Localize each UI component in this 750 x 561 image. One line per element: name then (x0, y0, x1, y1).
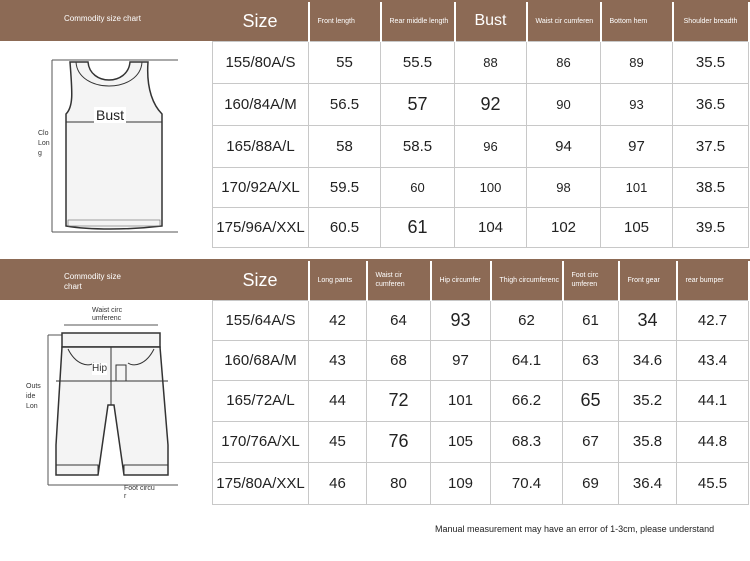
table-cell: 104 (455, 207, 527, 247)
table-cell: 64.1 (491, 340, 563, 380)
header-rear-bumper: rear bumper (677, 261, 749, 300)
table-cell: 109 (431, 462, 491, 504)
table-row (213, 300, 749, 340)
table-cell: 46 (309, 462, 367, 504)
table-cell: 98 (527, 167, 601, 207)
top-size-chart (0, 0, 750, 250)
table-cell: 94 (527, 125, 601, 167)
table-cell: 88 (455, 41, 527, 83)
table-cell: 72 (367, 380, 431, 421)
table-cell: 68.3 (491, 421, 563, 462)
bottom-size-chart (0, 259, 750, 509)
header-shoulder-breadth: Shoulder breadth (673, 2, 749, 41)
size-cell: 160/68A/M (213, 340, 309, 380)
table-cell: 97 (431, 340, 491, 380)
size-cell: 165/72A/L (213, 380, 309, 421)
table-cell: 38.5 (673, 167, 749, 207)
size-cell: 165/88A/L (213, 125, 309, 167)
table-cell: 68 (367, 340, 431, 380)
bust-label: Bust (96, 107, 125, 123)
table-cell: 89 (601, 41, 673, 83)
table-cell: 76 (367, 421, 431, 462)
table-cell: 93 (431, 300, 491, 340)
table-cell: 96 (455, 125, 527, 167)
table-cell: 39.5 (673, 207, 749, 247)
top-size-table (212, 2, 750, 248)
table-row (213, 125, 749, 167)
bottom-chart-title: Commodity size chart (64, 272, 121, 291)
table-cell: 44.8 (677, 421, 749, 462)
table-cell: 37.5 (673, 125, 749, 167)
table-cell: 34 (619, 300, 677, 340)
header-size: Size (213, 261, 309, 300)
table-cell: 61 (381, 207, 455, 247)
table-cell: 86 (527, 41, 601, 83)
header-long-pants: Long pants (309, 261, 367, 300)
bottom-size-table (212, 261, 750, 505)
table-cell: 97 (601, 125, 673, 167)
size-cell: 170/76A/XL (213, 421, 309, 462)
header-bust: Bust (455, 2, 527, 41)
header-waist-circumference: Waist cir cumferen (367, 261, 431, 300)
table-row (213, 207, 749, 247)
table-cell: 60 (381, 167, 455, 207)
top-chart-title: Commodity size chart (64, 14, 141, 23)
size-cell: 155/64A/S (213, 300, 309, 340)
size-cell: 155/80A/S (213, 41, 309, 83)
table-cell: 36.5 (673, 83, 749, 125)
table-row (213, 421, 749, 462)
table-cell: 69 (563, 462, 619, 504)
header-front-length: Front length (309, 2, 381, 41)
table-row (213, 41, 749, 83)
header-bottom-hem: Bottom hem (601, 2, 673, 41)
table-cell: 92 (455, 83, 527, 125)
size-cell: 175/80A/XXL (213, 462, 309, 504)
table-cell: 101 (601, 167, 673, 207)
header-size: Size (213, 2, 309, 41)
table-cell: 43.4 (677, 340, 749, 380)
side-label-2: Lon (38, 140, 50, 147)
table-cell: 60.5 (309, 207, 381, 247)
table-row (213, 462, 749, 504)
size-cell: 170/92A/XL (213, 167, 309, 207)
top-header-row (213, 2, 749, 41)
table-cell: 36.4 (619, 462, 677, 504)
table-row (213, 167, 749, 207)
table-row (213, 83, 749, 125)
table-row (213, 380, 749, 421)
table-cell: 59.5 (309, 167, 381, 207)
table-row (213, 340, 749, 380)
table-cell: 44.1 (677, 380, 749, 421)
size-cell: 160/84A/M (213, 83, 309, 125)
table-cell: 62 (491, 300, 563, 340)
header-foot-circumference: Foot circ umferen (563, 261, 619, 300)
outside-length-label-3: Lon (26, 403, 38, 410)
table-cell: 70.4 (491, 462, 563, 504)
table-cell: 42.7 (677, 300, 749, 340)
waist-label-1: Waist circ (92, 307, 123, 314)
size-cell: 175/96A/XXL (213, 207, 309, 247)
table-cell: 105 (431, 421, 491, 462)
table-cell: 45.5 (677, 462, 749, 504)
table-cell: 66.2 (491, 380, 563, 421)
tank-top-diagram (28, 50, 198, 240)
table-cell: 90 (527, 83, 601, 125)
waist-label-2: umferenc (92, 315, 122, 322)
measurement-note: Manual measurement may have an error of 1-3cm, please understand (435, 524, 715, 534)
table-cell: 93 (601, 83, 673, 125)
bottom-header-row (213, 261, 749, 300)
table-cell: 35.8 (619, 421, 677, 462)
table-cell: 67 (563, 421, 619, 462)
table-cell: 65 (563, 380, 619, 421)
table-cell: 42 (309, 300, 367, 340)
table-cell: 44 (309, 380, 367, 421)
hip-label: Hip (92, 363, 108, 374)
outside-length-label-1: Outs (26, 383, 41, 390)
table-cell: 55.5 (381, 41, 455, 83)
table-cell: 34.6 (619, 340, 677, 380)
table-cell: 100 (455, 167, 527, 207)
shorts-diagram (28, 315, 198, 495)
table-cell: 45 (309, 421, 367, 462)
table-cell: 58.5 (381, 125, 455, 167)
foot-circumference-label-1: Foot circu (124, 485, 155, 492)
side-label-3: g (38, 150, 42, 157)
outside-length-label-2: ide (26, 393, 36, 400)
table-cell: 61 (563, 300, 619, 340)
table-cell: 58 (309, 125, 381, 167)
table-cell: 105 (601, 207, 673, 247)
side-label-1: Clo (38, 130, 49, 137)
table-cell: 56.5 (309, 83, 381, 125)
table-cell: 35.2 (619, 380, 677, 421)
foot-circumference-label-2: r (124, 493, 127, 500)
table-cell: 63 (563, 340, 619, 380)
table-cell: 101 (431, 380, 491, 421)
table-cell: 35.5 (673, 41, 749, 83)
header-waist-circumference: Waist cir cumferen (527, 2, 601, 41)
table-cell: 43 (309, 340, 367, 380)
header-front-gear: Front gear (619, 261, 677, 300)
header-rear-middle-length: Rear middle length (381, 2, 455, 41)
header-hip-circumference: Hip circumfer (431, 261, 491, 300)
table-cell: 55 (309, 41, 381, 83)
table-cell: 57 (381, 83, 455, 125)
table-cell: 80 (367, 462, 431, 504)
table-cell: 102 (527, 207, 601, 247)
header-thigh-circumference: Thigh circumferenc (491, 261, 563, 300)
table-cell: 64 (367, 300, 431, 340)
